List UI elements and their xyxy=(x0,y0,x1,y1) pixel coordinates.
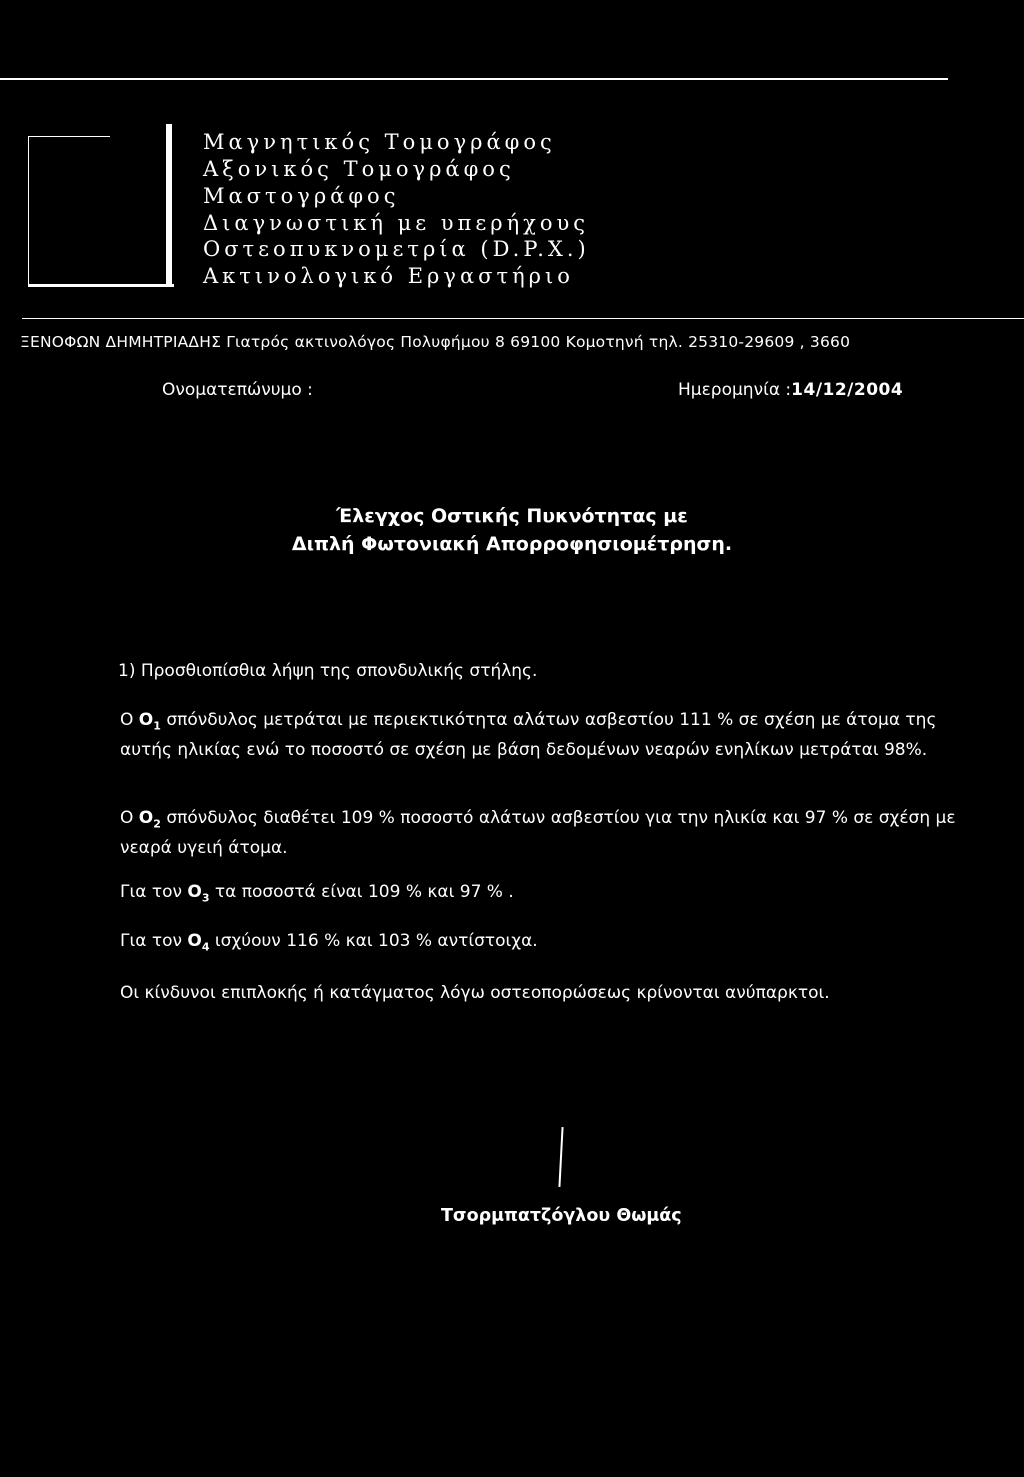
patient-name-label: Ονοματεπώνυμο : xyxy=(162,380,313,400)
lab-service-ultrasound: Διαγνωστική με υπερήχους xyxy=(203,211,590,235)
vertebra-label-3 xyxy=(187,882,210,905)
paragraph-vertebra-2 xyxy=(120,806,980,860)
paragraph-vertebra-3 xyxy=(120,880,980,910)
lab-service-xray: Ακτινολογικό Εργαστήριο xyxy=(203,264,574,288)
paragraph-1-text: σπόνδυλος μετράται με περιεκτικότητα αλάτων ασβεστίου 111 % σε σχέση με άτομα της αυτής ηλικίας ενώ το ποσοστό σε σχέση με βάση δεδομένων νεαρών ενηλίκων μετράται 98%. xyxy=(120,710,937,761)
signature-mark xyxy=(558,1127,563,1187)
doctor-address-line: ΞΕΝΟΦΩΝ ΔΗΜΗΤΡΙΑΔΗΣ Γιατρός ακτινολόγος Πολυφήμου 8 69100 Κομοτηνή τηλ. 25310-29609 , 3660 xyxy=(20,333,851,351)
vertebra-index: 4 xyxy=(201,940,210,954)
logo-frame-top xyxy=(28,136,110,137)
vertebra-index: 2 xyxy=(153,817,161,831)
report-title-line-1: Έλεγχος Οστικής Πυκνότητας με xyxy=(336,505,688,527)
vertebra-index: 3 xyxy=(201,891,210,905)
exam-date-label: Ημερομηνία : xyxy=(678,380,792,400)
lab-service-mammography: Μαστογράφος xyxy=(203,184,400,208)
lab-service-mri: Μαγνητικός Τομογράφος xyxy=(203,130,556,154)
paragraph-vertebra-1 xyxy=(120,708,980,762)
vertebra-label-4 xyxy=(187,931,210,954)
paragraph-4-prefix: Για τον xyxy=(120,931,182,951)
vertebra-label-1 xyxy=(138,710,161,733)
vertebra-index: 1 xyxy=(153,719,161,733)
top-rule xyxy=(0,78,948,80)
vertebra-letter: O xyxy=(187,882,202,902)
exam-date-value: 14/12/2004 xyxy=(791,380,904,400)
section-heading: 1) Προσθιοπίσθια λήψη της σπονδυλικής στήλης. xyxy=(118,661,538,681)
report-title-line-2: Διπλή Φωτονιακή Απορροφησιομέτρηση. xyxy=(291,533,733,555)
paragraph-2-prefix: Ο xyxy=(120,808,134,828)
paragraph-4-text: ισχύουν 116 % και 103 % αντίστοιχα. xyxy=(214,931,538,951)
exam-date xyxy=(678,380,903,400)
logo-frame-bar xyxy=(166,124,172,286)
conclusion: Οι κίνδυνοι επιπλοκής ή κατάγματος λόγω οστεοπορώσεως κρίνονται ανύπαρκτοι. xyxy=(120,983,830,1003)
lab-service-densitometry: Οστεοπυκνομετρία (D.P.X.) xyxy=(203,237,590,261)
vertebra-letter: O xyxy=(187,931,202,951)
vertebra-label-2 xyxy=(138,808,161,831)
vertebra-letter: O xyxy=(138,710,154,730)
header-divider xyxy=(22,318,1024,319)
vertebra-letter: O xyxy=(138,808,154,828)
logo-frame-left xyxy=(28,136,29,286)
paragraph-2-text: σπόνδυλος διαθέτει 109 % ποσοστό αλάτων ασβεστίου για την ηλικία και 97 % σε σχέση με νεαρά υγειή άτομα. xyxy=(120,808,956,859)
paragraph-1-prefix: Ο xyxy=(120,710,134,730)
lab-service-ct: Αξονικός Τομογράφος xyxy=(203,157,515,181)
signatory-name: Τσορμπατζόγλου Θωμάς xyxy=(441,1206,682,1226)
paragraph-vertebra-4 xyxy=(120,929,980,959)
paragraph-3-prefix: Για τον xyxy=(120,882,182,902)
logo-frame-bottom xyxy=(28,284,174,287)
paragraph-3-text: τα ποσοστά είναι 109 % και 97 % . xyxy=(214,882,514,902)
